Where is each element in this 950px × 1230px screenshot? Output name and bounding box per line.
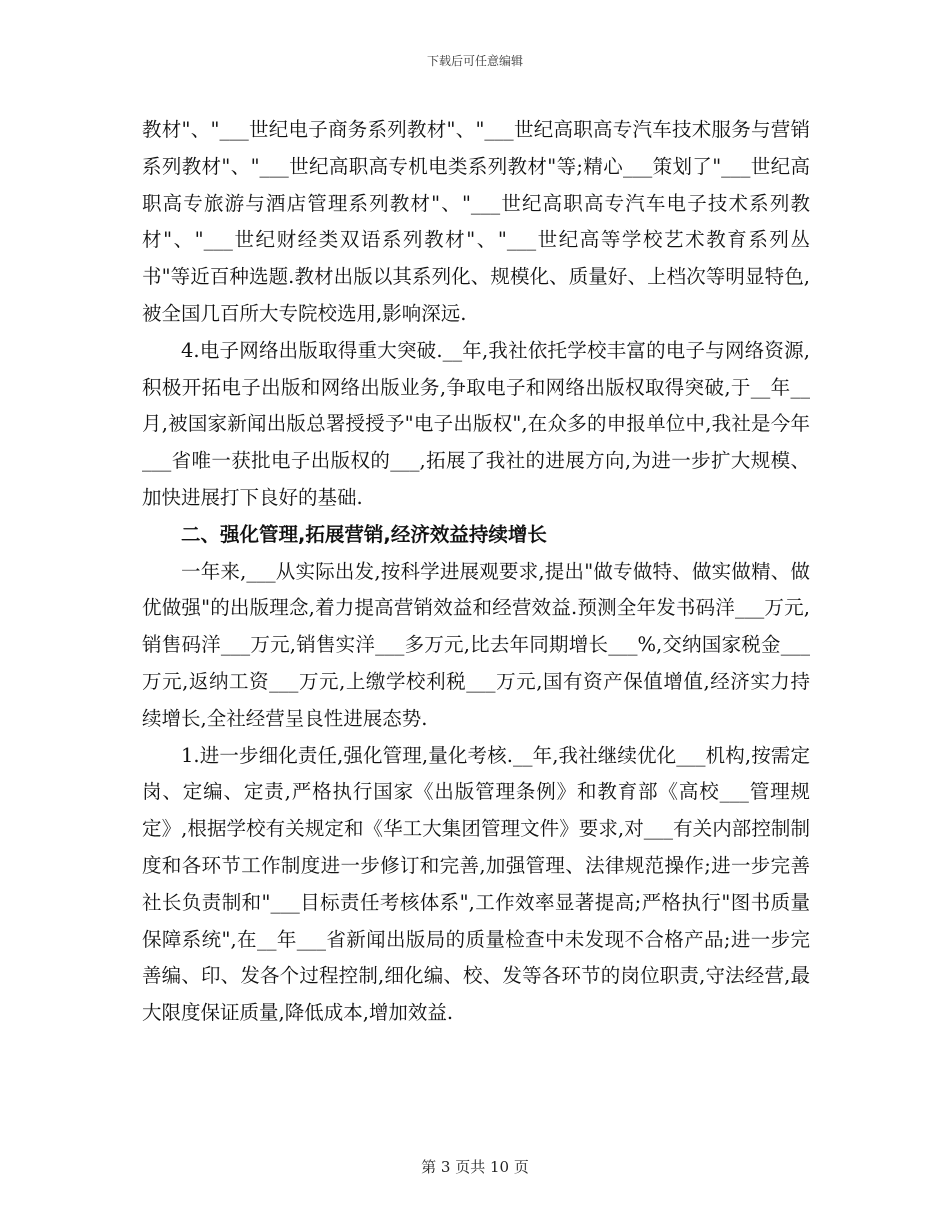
paragraph-textbook-series: 教材"、"___世纪电子商务系列教材"、"___世纪高职高专汽车技术服务与营销系列教材"、"___世纪高职高专机电类系列教材"等;精心___策划了"___世纪高职高专旅游与酒店管理系列教材"、"___世纪高职高专汽车电子技术系列教材"、"___世纪财经类双语系列教材"、"___世纪高等学校艺术教育系列丛书"等近百种选题.教材出版以其系列化、规模化、质量好、上档次等明显特色,被全国几百所大专院校选用,影响深远.: [142, 118, 810, 325]
section-heading-management: 二、强化管理,拓展营销,经济效益持续增长: [181, 522, 547, 546]
paragraph-economic-benefits: 一年来,___从实际出发,按科学进展观要求,提出"做专做特、做实做精、做优做强"的出版理念,着力提高营销效益和经营效益.预测全年发书码洋___万元,销售码洋___万元,销售实洋___多万元,比去年同期增长___%,交纳国家税金___万元,返纳工资___万元,上缴学校利税___万元,国有资产保值增值,经济实力持续增长,全社经营呈良性进展态势.: [142, 559, 810, 730]
paragraph-electronic-publishing: 4.电子网络出版取得重大突破.__年,我社依托学校丰富的电子与网络资源,积极开拓电子出版和网络出版业务,争取电子和网络出版权取得突破,于__年__月,被国家新闻出版总署授授予"电子出版权",在众多的申报单位中,我社是今年___省唯一获批电子出版权的___,拓展了我社的进展方向,为进一步扩大规模、加快进展打下良好的基础.: [142, 338, 810, 509]
paragraph-management-responsibility: 1.进一步细化责任,强化管理,量化考核.__年,我社继续优化___机构,按需定岗、定编、定责,严格执行国家《出版管理条例》和教育部《高校___管理规定》,根据学校有关规定和《华工大集团管理文件》要求,对___有关内部控制制度和各环节工作制度进一步修订和完善,加强管理、法律规范操作;进一步完善社长负责制和"___目标责任考核体系",工作效率显著提高;严格执行"图书质量保障系统",在__年___省新闻出版局的质量检查中未发现不合格产品;进一步完善编、印、发各个过程控制,细化编、校、发等各环节的岗位职责,守法经营,最大限度保证质量,降低成本,增加效益.: [142, 743, 810, 1025]
document-body: [142, 112, 810, 1032]
page-header: 下载后可任意编辑: [426, 54, 523, 68]
page-number-footer: 第 3 页共 10 页: [421, 1158, 529, 1176]
